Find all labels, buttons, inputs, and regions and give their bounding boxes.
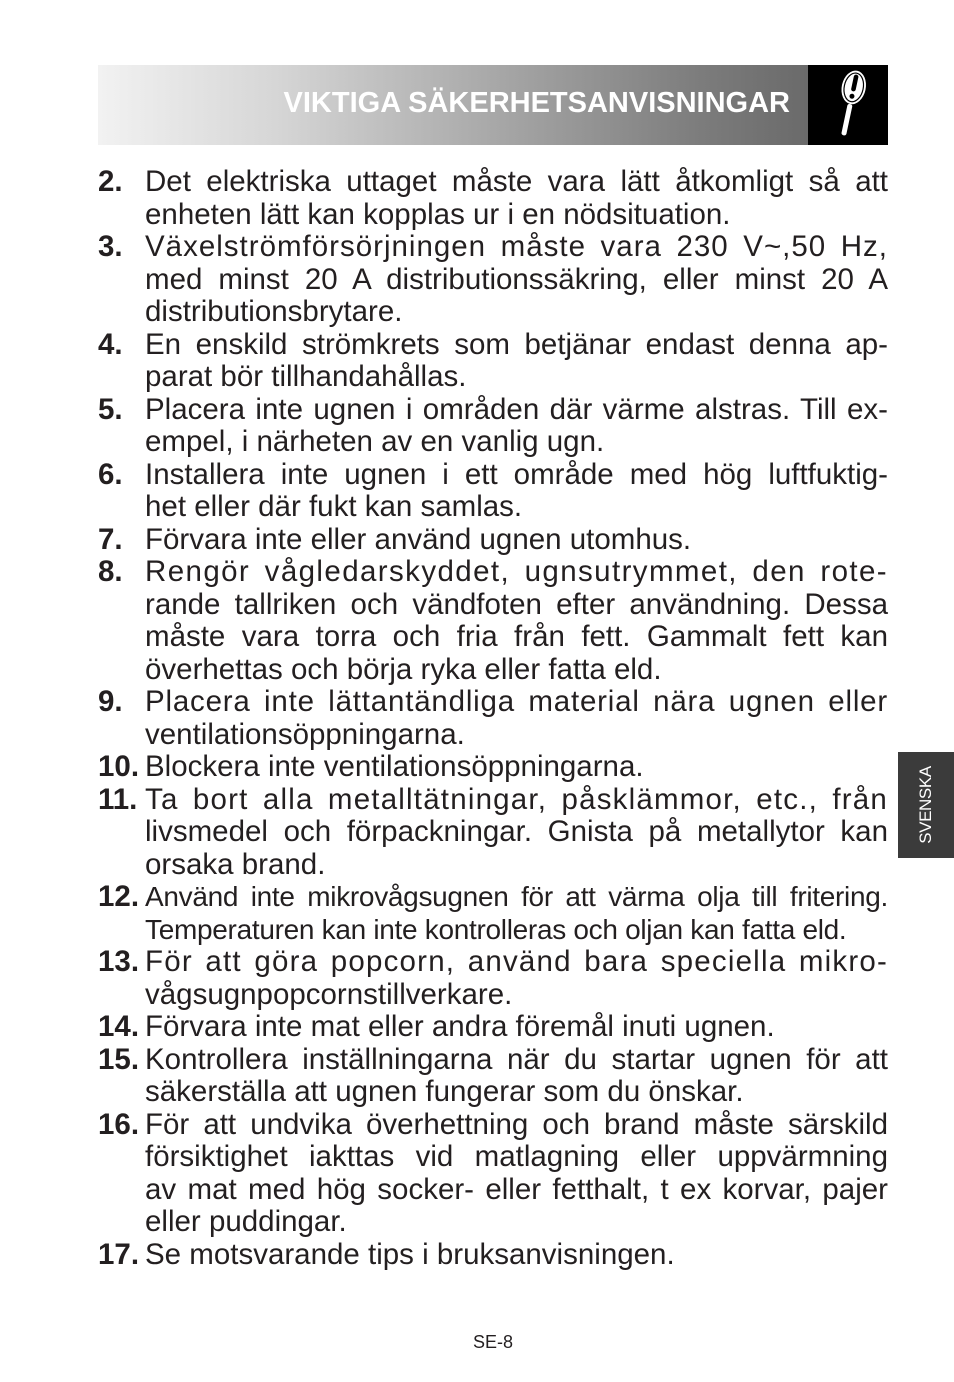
- warning-icon-box: [808, 65, 888, 145]
- item-text-line: För att göra popcorn, använd bara speciella mikro-: [145, 945, 888, 978]
- list-item: [98, 394, 888, 459]
- item-number: 3.: [98, 230, 123, 263]
- item-number: 11.: [98, 782, 138, 816]
- list-item: [98, 1011, 888, 1044]
- safety-instructions-list: [98, 166, 888, 1271]
- language-tab-label: SVENSKA: [916, 766, 935, 844]
- list-item: [98, 686, 888, 751]
- item-number: 8.: [98, 555, 123, 588]
- item-text-line: Se motsvarande tips i bruksanvisningen.: [145, 1237, 675, 1271]
- item-text-line: rande tallriken och vändfoten efter användning. Dessa: [145, 587, 888, 621]
- item-number: 16.: [98, 1107, 140, 1141]
- item-text-line: het eller där fukt kan samlas.: [145, 490, 523, 523]
- list-item: [98, 556, 888, 686]
- item-text-line: Det elektriska uttaget måste vara lätt åtkomligt så att: [145, 165, 888, 198]
- item-text-line: Förvara inte mat eller andra föremål inuti ugnen.: [145, 1010, 775, 1043]
- item-text-line: vågsugnpopcornstillverkare.: [145, 977, 513, 1011]
- item-text-line: Rengör vågledarskyddet, ugnsutrymmet, den rote-: [145, 555, 888, 588]
- item-text-line: överhettas och börja ryka eller fatta eld.: [145, 652, 662, 686]
- item-number: 13.: [98, 945, 140, 978]
- list-item: [98, 784, 888, 882]
- item-text-line: För att undvika överhettning och brand måste särskild: [145, 1107, 888, 1141]
- item-text-line: Kontrollera inställningarna när du startar ugnen för att: [145, 1042, 888, 1076]
- item-text-line: empel, i närheten av en vanlig ugn.: [145, 425, 605, 458]
- language-tab: [898, 752, 954, 858]
- item-text-line: Växelströmförsörjningen måste vara 230 V~,50 Hz,: [145, 230, 888, 263]
- item-text-line: Placera inte ugnen i områden där värme alstras. Till ex-: [145, 392, 888, 426]
- list-item: [98, 1044, 888, 1109]
- item-text-line: Placera inte lättantändliga material nära ugnen eller: [145, 685, 888, 718]
- item-number: 5.: [98, 392, 123, 426]
- exclamation-paddle-icon: [808, 65, 888, 145]
- item-text-line: livsmedel och förpackningar. Gnista på metallytor kan: [145, 815, 888, 848]
- item-text-line: eller puddingar.: [145, 1205, 347, 1238]
- item-text-line: ventilationsöppningarna.: [145, 717, 465, 751]
- item-text-line: av mat med hög socker- eller fetthalt, t ex korvar, pajer: [145, 1172, 888, 1206]
- section-header: [98, 65, 808, 145]
- item-number: 14.: [98, 1010, 140, 1043]
- section-title: VIKTIGA SÄKERHETSANVISNINGAR: [283, 87, 790, 119]
- list-item: [98, 329, 888, 394]
- item-text-line: parat bör tillhandahållas.: [145, 360, 467, 393]
- item-text-line: försiktighet iakttas vid matlagning eller uppvärmning: [145, 1140, 888, 1173]
- list-item: [98, 1239, 888, 1272]
- item-number: 15.: [98, 1042, 140, 1076]
- item-number: 17.: [98, 1237, 140, 1271]
- item-text-line: Ta bort alla metalltätningar, påsklämmor, etc., från: [145, 782, 888, 816]
- item-text-line: Temperaturen kan inte kontrolleras och oljan kan fatta eld.: [145, 913, 847, 945]
- list-item: [98, 1109, 888, 1239]
- item-number: 7.: [98, 522, 123, 556]
- item-text-line: säkerställa att ugnen fungerar som du önskar.: [145, 1075, 744, 1108]
- item-number: 12.: [98, 880, 140, 913]
- item-number: 6.: [98, 457, 123, 491]
- item-text-line: enheten lätt kan kopplas ur i en nödsituation.: [145, 197, 731, 231]
- item-number: 2.: [98, 165, 123, 198]
- item-text-line: med minst 20 A distributionssäkring, eller minst 20 A: [145, 262, 888, 296]
- item-text-line: Blockera inte ventilationsöppningarna.: [145, 750, 644, 783]
- list-item: [98, 231, 888, 329]
- list-item: [98, 881, 888, 946]
- item-text-line: distributionsbrytare.: [145, 295, 403, 328]
- item-text-line: Förvara inte eller använd ugnen utomhus.: [145, 522, 692, 556]
- item-number: 4.: [98, 327, 123, 361]
- list-item: [98, 751, 888, 784]
- item-number: 10.: [98, 750, 140, 783]
- list-item: [98, 166, 888, 231]
- item-text-line: Installera inte ugnen i ett område med hög luftfuktig-: [145, 457, 888, 491]
- item-text-line: orsaka brand.: [145, 847, 326, 881]
- list-item: [98, 946, 888, 1011]
- item-text-line: måste vara torra och fria från fett. Gammalt fett kan: [145, 620, 888, 653]
- page-number: SE-8: [472, 1332, 514, 1352]
- item-text-line: En enskild strömkrets som betjänar endast denna ap-: [145, 327, 888, 361]
- item-number: 9.: [98, 685, 123, 718]
- list-item: [98, 524, 888, 557]
- list-item: [98, 459, 888, 524]
- item-text-line: Använd inte mikrovågsugnen för att värma olja till fritering.: [145, 881, 888, 912]
